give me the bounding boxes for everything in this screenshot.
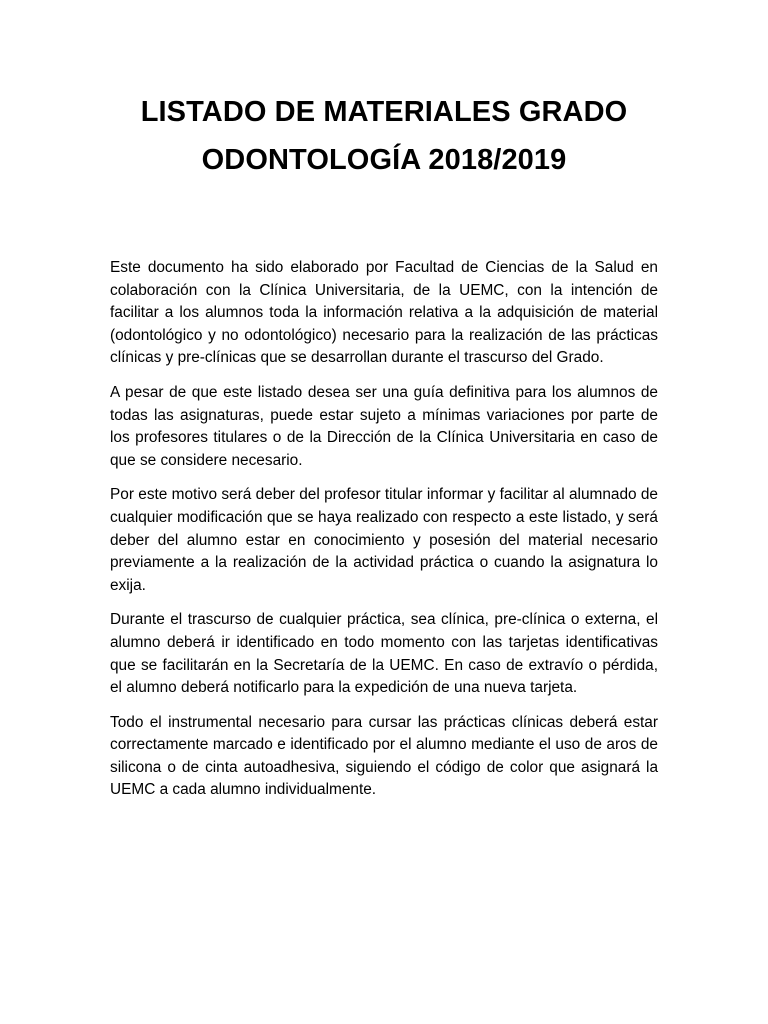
document-title-line-1: LISTADO DE MATERIALES GRADO — [140, 96, 628, 128]
paragraph-2: A pesar de que este listado desea ser una guía definitiva para los alumnos de todas las asignaturas, puede estar sujeto a mínimas variaciones por parte de los profesores titulares o de la Dirección de la Clínica Universitaria en caso de que se considere necesario. — [110, 383, 658, 469]
document-title-line-2: ODONTOLOGÍA 2018/2019 — [201, 144, 567, 176]
paragraph-4: Durante el trascurso de cualquier práctica, sea clínica, pre-clínica o externa, el alumno deberá ir identificado en todo momento con las tarjetas identificativas que se facilitarán en la Secretaría de la UEMC. En caso de extravío o pérdida, el alumno deberá notificarlo para la expedición de una nueva tarjeta. — [110, 611, 658, 697]
paragraph-5: Todo el instrumental necesario para cursar las prácticas clínicas deberá estar correctamente marcado e identificado por el alumno mediante el uso de aros de silicona o de cinta autoadhesiva, siguiendo el código de color que asignará la UEMC a cada alumno individualmente. — [110, 713, 658, 799]
paragraph-3: Por este motivo será deber del profesor titular informar y facilitar al alumnado de cualquier modificación que se haya realizado con respecto a este listado, y será deber del alumno estar en conocimiento y posesión del material necesario previamente a la realización de la actividad práctica o cuando la asignatura lo exija. — [110, 486, 658, 594]
document-title — [100, 88, 668, 184]
paragraph-1: Este documento ha sido elaborado por Facultad de Ciencias de la Salud en colaboración con la Clínica Universitaria, de la UEMC, con la intención de facilitar a los alumnos toda la información relativa a la adquisición de material (odontológico y no odontológico) necesario para la realización de las prácticas clínicas y pre-clínicas que se desarrollan durante el trascurso del Grado. — [110, 259, 658, 367]
document-body — [110, 257, 658, 814]
